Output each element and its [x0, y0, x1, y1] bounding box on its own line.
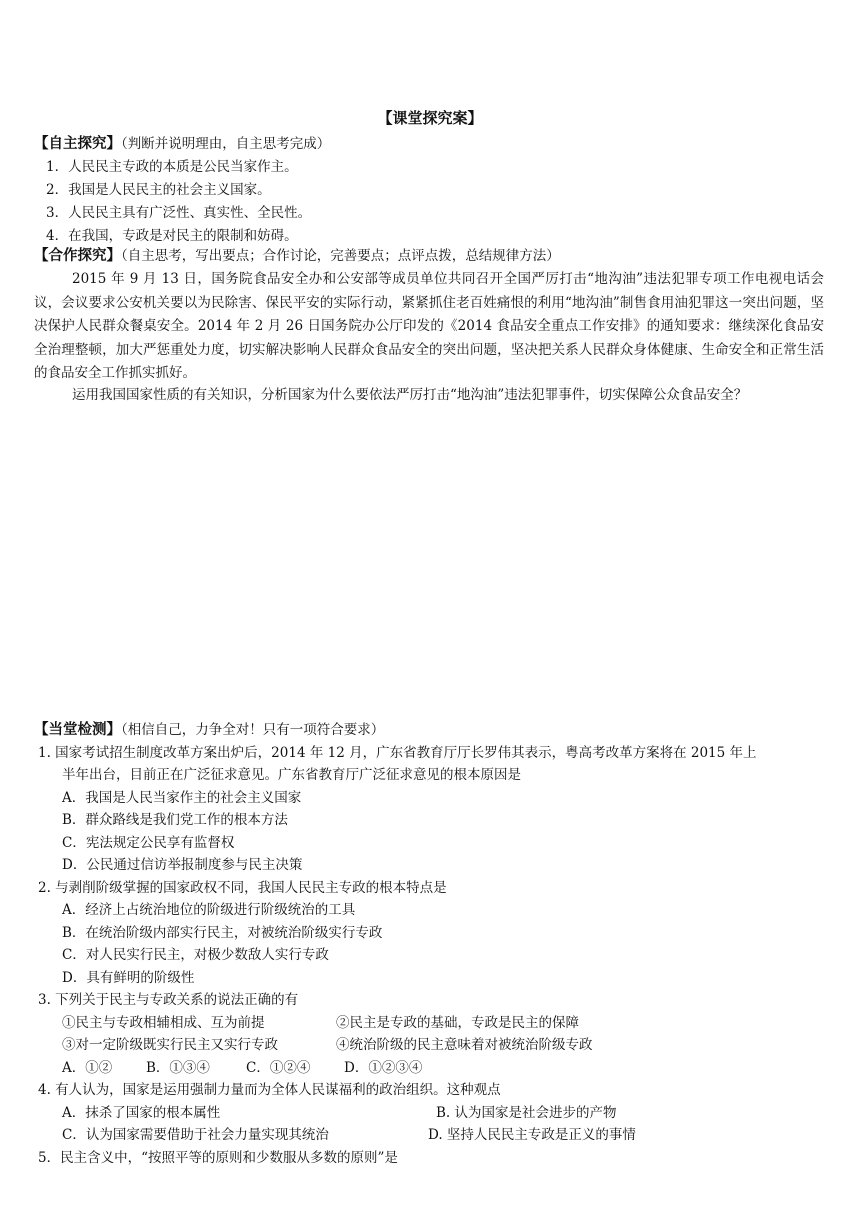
- q3-option-c: C．①②④: [246, 1060, 311, 1076]
- q1-stem-line1: 1. 国家考试招生制度改革方案出炉后，2014 年 12 月，广东省教育厅厅长罗伟其表示，粤高考改革方案将在 2015 年上: [38, 745, 757, 761]
- hezuo-section-header: [34, 246, 560, 266]
- q2-option-a: A．经济上占统治地位的阶级进行阶级统治的工具: [62, 902, 356, 918]
- q4-option-b: B. 认为国家是社会进步的产物: [436, 1105, 617, 1121]
- q1-option-d: D．公民通过信访举报制度参与民主决策: [62, 857, 303, 873]
- q1-option-c: C．宪法规定公民享有监督权: [62, 835, 235, 851]
- zizhu-item-1: 1．人民民主专政的本质是公民当家作主。: [46, 159, 298, 175]
- q4-option-c: C．认为国家需要借助于社会力量实现其统治: [62, 1127, 329, 1143]
- q1-stem-line2: 半年出台，目前正在广泛征求意见。广东省教育厅广泛征求意见的根本原因是: [62, 767, 521, 783]
- zizhu-item-4: 4．在我国，专政是对民主的限制和妨碍。: [46, 228, 298, 244]
- q3-stem: 3. 下列关于民主与专政关系的说法正确的有: [38, 992, 299, 1008]
- q3-statement-2: ②民主是专政的基础，专政是民主的保障: [336, 1015, 579, 1031]
- zizhu-note: （判断并说明理由，自主思考完成）: [121, 136, 331, 152]
- q5-stem: 5．民主含义中，“按照平等的原则和少数服从多数的原则”是: [38, 1150, 398, 1166]
- q1-option-b: B．群众路线是我们党工作的根本方法: [62, 812, 288, 828]
- q3-option-a: A．①②: [62, 1060, 113, 1076]
- q3-statement-3: ③对一定阶级既实行民主又实行专政: [62, 1037, 278, 1053]
- hezuo-heading: 【合作探究】: [34, 247, 121, 264]
- page-title: 【课堂探究案】: [377, 109, 483, 127]
- q2-stem: 2. 与剥削阶级掌握的国家政权不同，我国人民民主专政的根本特点是: [38, 880, 447, 896]
- q3-statement-4: ④统治阶级的民主意味着对被统治阶级专政: [336, 1037, 593, 1053]
- q4-option-a: A．抹杀了国家的根本属性: [62, 1105, 221, 1121]
- q2-option-d: D．具有鲜明的阶级性: [62, 970, 195, 986]
- q3-option-d: D．①②③④: [344, 1060, 423, 1076]
- q3-option-b: B．①③④: [146, 1060, 210, 1076]
- dangtang-section-header: [34, 720, 384, 740]
- hezuo-material: 2015 年 9 月 13 日，国务院食品安全办和公安部等成员单位共同召开全国严厉打击“地沟油”违法犯罪专项工作电视电话会议，会议要求公安机关要以为民除害、保民平安的实际行动，紧紧抓住老百姓痛恨的利用“地沟油”制售食用油犯罪这一突出问题，坚决保护人民群众餐桌安全。2014 年 2 月 26 日国务院办公厅印发的《2014 食品安全重点工作安排》的通知要求：继续深化食品安全治理整顿，加大严惩重处力度，切实解决影响人民群众食品安全的突出问题，坚决把关系人民群众身体健康、生命安全和正常生活的食品安全工作抓实抓好。: [34, 271, 824, 381]
- zizhu-item-2: 2．我国是人民民主的社会主义国家。: [46, 182, 271, 198]
- zizhu-section-header: [34, 134, 330, 154]
- q2-option-c: C．对人民实行民主，对极少数敌人实行专政: [62, 947, 329, 963]
- dangtang-note: （相信自己，力争全对！只有一项符合要求）: [121, 722, 385, 738]
- q4-stem: 4. 有人认为，国家是运用强制力量而为全体人民谋福利的政治组织。这种观点: [38, 1082, 501, 1098]
- dangtang-heading: 【当堂检测】: [34, 721, 121, 738]
- zizhu-heading: 【自主探究】: [34, 135, 121, 152]
- hezuo-question: 运用我国国家性质的有关知识，分析国家为什么要依法严厉打击“地沟油”违法犯罪事件，切实保障公众食品安全？: [72, 387, 748, 403]
- q3-statement-1: ①民主与专政相辅相成、互为前提: [62, 1015, 265, 1031]
- hezuo-note: （自主思考，写出要点；合作讨论，完善要点；点评点拨，总结规律方法）: [121, 248, 560, 264]
- q2-option-b: B．在统治阶级内部实行民主，对被统治阶级实行专政: [62, 925, 383, 941]
- q1-option-a: A．我国是人民当家作主的社会主义国家: [62, 790, 302, 806]
- zizhu-item-3: 3．人民民主具有广泛性、真实性、全民性。: [46, 205, 312, 221]
- q4-option-d: D. 坚持人民民主专政是正义的事情: [428, 1127, 636, 1143]
